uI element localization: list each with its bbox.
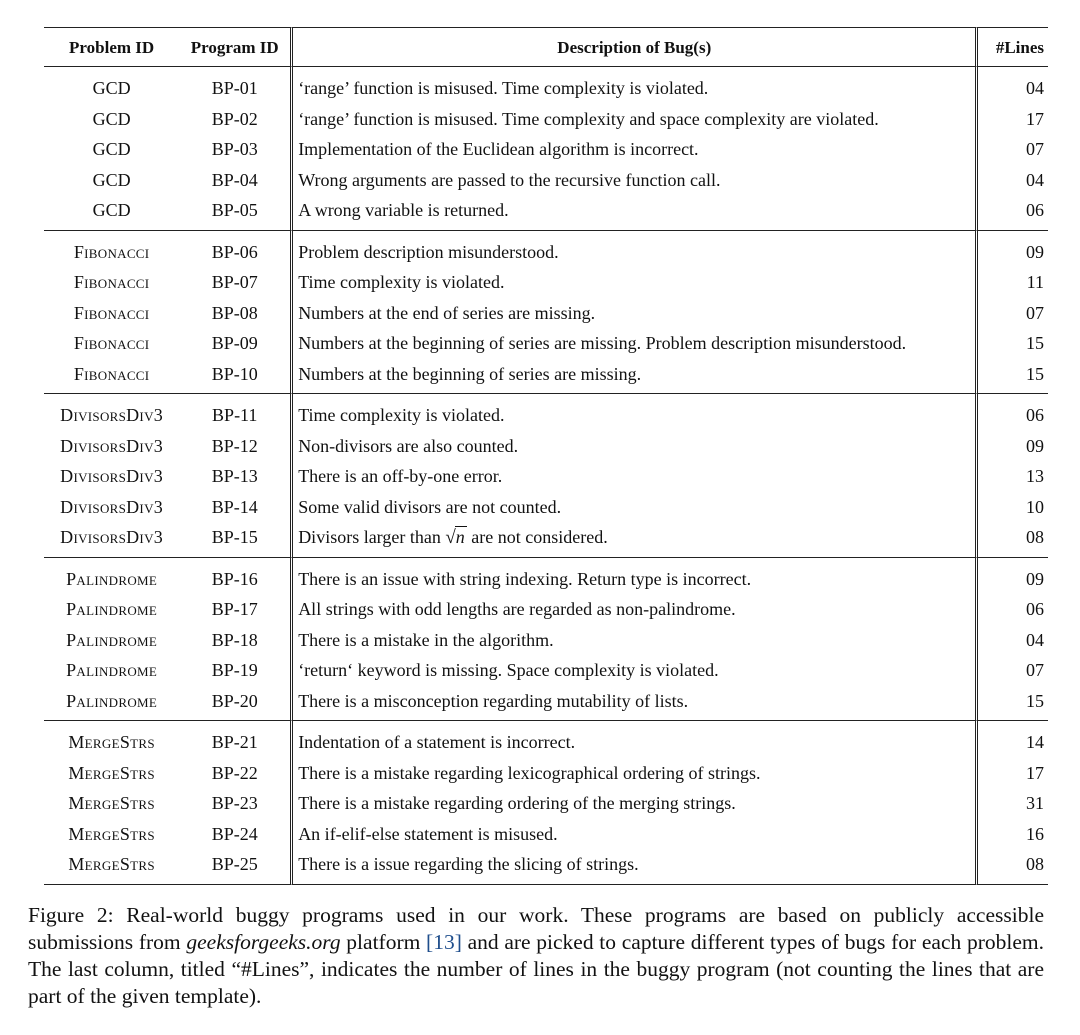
caption-text-3: and are picked to capture different types of bugs for each problem. The last column, titled “#Lines”, indicates the number of lines in the buggy program (not counting the lines that are part of the given template). <box>28 930 1044 1008</box>
table-row <box>44 492 1048 523</box>
description-cell: There is a mistake regarding ordering of the merging strings. <box>293 788 978 819</box>
table-row <box>44 359 1048 394</box>
lines-cell: 09 <box>978 557 1048 595</box>
program-id-cell: BP-17 <box>179 594 293 625</box>
description-cell: Wrong arguments are passed to the recursive function call. <box>293 165 978 196</box>
table-row <box>44 393 1048 431</box>
table-row <box>44 431 1048 462</box>
lines-cell: 17 <box>1026 762 1044 783</box>
program-id-cell: BP-14 <box>179 492 293 523</box>
program-id-cell: BP-15 <box>179 522 293 557</box>
program-id-cell: BP-25 <box>179 849 293 885</box>
header-problem-id: Problem ID <box>44 27 179 67</box>
table-row <box>44 720 1048 758</box>
description-cell: Indentation of a statement is incorrect. <box>293 720 978 758</box>
description-cell: Numbers at the beginning of series are missing. Problem description misunderstood. <box>293 328 978 359</box>
lines-cell: 07 <box>1026 302 1044 323</box>
lines-cell: 15 <box>1026 690 1044 711</box>
program-id-cell: BP-02 <box>179 104 293 135</box>
table-row <box>44 758 1048 789</box>
table-row <box>44 134 1048 165</box>
program-id-cell: BP-05 <box>179 195 293 230</box>
program-id-cell: BP-18 <box>179 625 293 656</box>
program-id-cell: BP-01 <box>179 67 293 104</box>
group-divisorsdiv3 <box>44 393 1048 557</box>
table-header-row <box>44 27 1048 67</box>
group-palindrome <box>44 557 1048 721</box>
table-row <box>44 655 1048 686</box>
problem-id-cell: DivisorsDiv3 <box>60 466 164 487</box>
group-gcd <box>44 67 1048 230</box>
sqrt-n-formula <box>445 528 466 547</box>
table-row <box>44 557 1048 595</box>
table-row <box>44 625 1048 656</box>
header-lines: #Lines <box>978 27 1048 67</box>
program-id-cell: BP-06 <box>179 230 293 268</box>
description-cell: There is an issue with string indexing. Return type is incorrect. <box>293 557 978 595</box>
lines-cell: 06 <box>1026 599 1044 620</box>
lines-cell: 17 <box>1026 108 1044 129</box>
problem-id-cell: Fibonacci <box>73 272 150 293</box>
figure-caption <box>28 902 1044 1010</box>
program-id-cell: BP-20 <box>179 686 293 721</box>
lines-cell: 31 <box>1026 793 1044 814</box>
table-row <box>44 849 1048 885</box>
table-row <box>44 788 1048 819</box>
lines-cell: 07 <box>1026 660 1044 681</box>
table-row <box>44 195 1048 230</box>
program-id-cell: BP-24 <box>179 819 293 850</box>
program-id-cell: BP-13 <box>179 461 293 492</box>
table-row <box>44 165 1048 196</box>
program-id-cell: BP-03 <box>179 134 293 165</box>
description-cell: There is a mistake regarding lexicographical ordering of strings. <box>293 758 978 789</box>
lines-cell: 04 <box>1026 169 1044 190</box>
lines-cell: 08 <box>978 849 1048 885</box>
lines-cell: 09 <box>978 230 1048 268</box>
program-id-cell: BP-22 <box>179 758 293 789</box>
lines-cell: 16 <box>1026 823 1044 844</box>
table-row <box>44 819 1048 850</box>
table-row <box>44 461 1048 492</box>
lines-cell: 04 <box>1026 629 1044 650</box>
problem-id-cell: Fibonacci <box>44 230 179 268</box>
table-row <box>44 686 1048 721</box>
problem-id-cell: Fibonacci <box>73 333 150 354</box>
problem-id-cell: GCD <box>92 139 131 160</box>
description-cell: Problem description misunderstood. <box>293 230 978 268</box>
problem-id-cell: Fibonacci <box>73 363 150 384</box>
problem-id-cell: MergeStrs <box>68 762 155 783</box>
program-id-cell: BP-04 <box>179 165 293 196</box>
description-cell: There is an off-by-one error. <box>293 461 978 492</box>
description-cell: There is a mistake in the algorithm. <box>293 625 978 656</box>
problem-id-cell: DivisorsDiv3 <box>60 496 164 517</box>
problem-id-cell: MergeStrs <box>44 849 179 885</box>
program-id-cell: BP-09 <box>179 328 293 359</box>
lines-cell: 09 <box>1026 435 1044 456</box>
problem-id-cell: GCD <box>92 200 131 221</box>
problem-id-cell: GCD <box>92 108 131 129</box>
description-cell: ‘range’ function is misused. Time complexity is violated. <box>293 67 978 104</box>
sqrt-argument: n <box>455 526 465 547</box>
program-id-cell: BP-10 <box>179 359 293 394</box>
header-description: Description of Bug(s) <box>293 27 978 67</box>
description-cell: A wrong variable is returned. <box>293 195 978 230</box>
description-cell: Non-divisors are also counted. <box>293 431 978 462</box>
problem-id-cell: MergeStrs <box>68 823 155 844</box>
header-program-id: Program ID <box>179 27 293 67</box>
problem-id-cell: Palindrome <box>66 690 158 711</box>
group-fibonacci <box>44 230 1048 394</box>
description-text-before: Divisors larger than <box>298 526 441 547</box>
caption-text-1: Figure 2: Real-world buggy programs used in our work. These programs are based on publicly accessible submissions from <box>28 903 1044 954</box>
table-row <box>44 67 1048 104</box>
description-cell: Implementation of the Euclidean algorithm is incorrect. <box>293 134 978 165</box>
problem-id-cell: MergeStrs <box>44 720 179 758</box>
program-id-cell: BP-23 <box>179 788 293 819</box>
description-cell: All strings with odd lengths are regarded as non-palindrome. <box>293 594 978 625</box>
description-cell: Time complexity is violated. <box>293 267 978 298</box>
lines-cell: 06 <box>978 393 1048 431</box>
caption-site-name: geeksforgeeks.org <box>186 930 341 954</box>
lines-cell: 14 <box>978 720 1048 758</box>
problem-id-cell: DivisorsDiv3 <box>60 527 164 548</box>
description-cell: ‘return‘ keyword is missing. Space complexity is violated. <box>293 655 978 686</box>
program-id-cell: BP-21 <box>179 720 293 758</box>
program-id-cell: BP-08 <box>179 298 293 329</box>
program-id-cell: BP-12 <box>179 431 293 462</box>
problem-id-cell: Palindrome <box>66 599 158 620</box>
program-id-cell: BP-07 <box>179 267 293 298</box>
description-cell: An if-elif-else statement is misused. <box>293 819 978 850</box>
description-cell: Numbers at the beginning of series are missing. <box>293 359 978 394</box>
problem-id-cell: DivisorsDiv3 <box>60 435 164 456</box>
table-row <box>44 267 1048 298</box>
table-row <box>44 230 1048 268</box>
lines-cell: 11 <box>1026 272 1044 293</box>
description-cell: There is a issue regarding the slicing of strings. <box>293 849 978 885</box>
problem-id-cell: Fibonacci <box>73 302 150 323</box>
problem-id-cell: MergeStrs <box>68 793 155 814</box>
group-mergestrs <box>44 720 1048 885</box>
lines-cell: 15 <box>1026 333 1044 354</box>
table-row <box>44 328 1048 359</box>
description-cell: Some valid divisors are not counted. <box>293 492 978 523</box>
lines-cell: 08 <box>1026 527 1044 548</box>
citation-link[interactable]: [13] <box>426 930 462 954</box>
program-id-cell: BP-16 <box>179 557 293 595</box>
problem-id-cell: Palindrome <box>66 629 158 650</box>
problem-id-cell: DivisorsDiv3 <box>44 393 179 431</box>
description-text-after: are not considered. <box>471 526 608 547</box>
problem-id-cell: GCD <box>92 169 131 190</box>
description-cell: Numbers at the end of series are missing. <box>293 298 978 329</box>
problem-id-cell: GCD <box>92 78 131 99</box>
lines-cell: 10 <box>1026 496 1044 517</box>
description-cell: ‘range’ function is misused. Time complexity and space complexity are violated. <box>293 104 978 135</box>
buggy-programs-table <box>44 27 1048 885</box>
description-cell <box>293 522 978 557</box>
lines-cell: 15 <box>1026 363 1044 384</box>
caption-text-2: platform <box>340 930 427 954</box>
description-cell: There is a misconception regarding mutability of lists. <box>293 686 978 721</box>
table-row <box>44 522 1048 557</box>
lines-cell: 13 <box>1026 466 1044 487</box>
lines-cell: 04 <box>1026 78 1044 99</box>
table-row <box>44 104 1048 135</box>
program-id-cell: BP-19 <box>179 655 293 686</box>
sqrt-radical: √ <box>445 526 456 548</box>
problem-id-cell: Palindrome <box>44 557 179 595</box>
table-row <box>44 298 1048 329</box>
lines-cell: 07 <box>1026 139 1044 160</box>
lines-cell: 06 <box>1026 200 1044 221</box>
table-row <box>44 594 1048 625</box>
description-cell: Time complexity is violated. <box>293 393 978 431</box>
problem-id-cell: Palindrome <box>66 660 158 681</box>
program-id-cell: BP-11 <box>179 393 293 431</box>
